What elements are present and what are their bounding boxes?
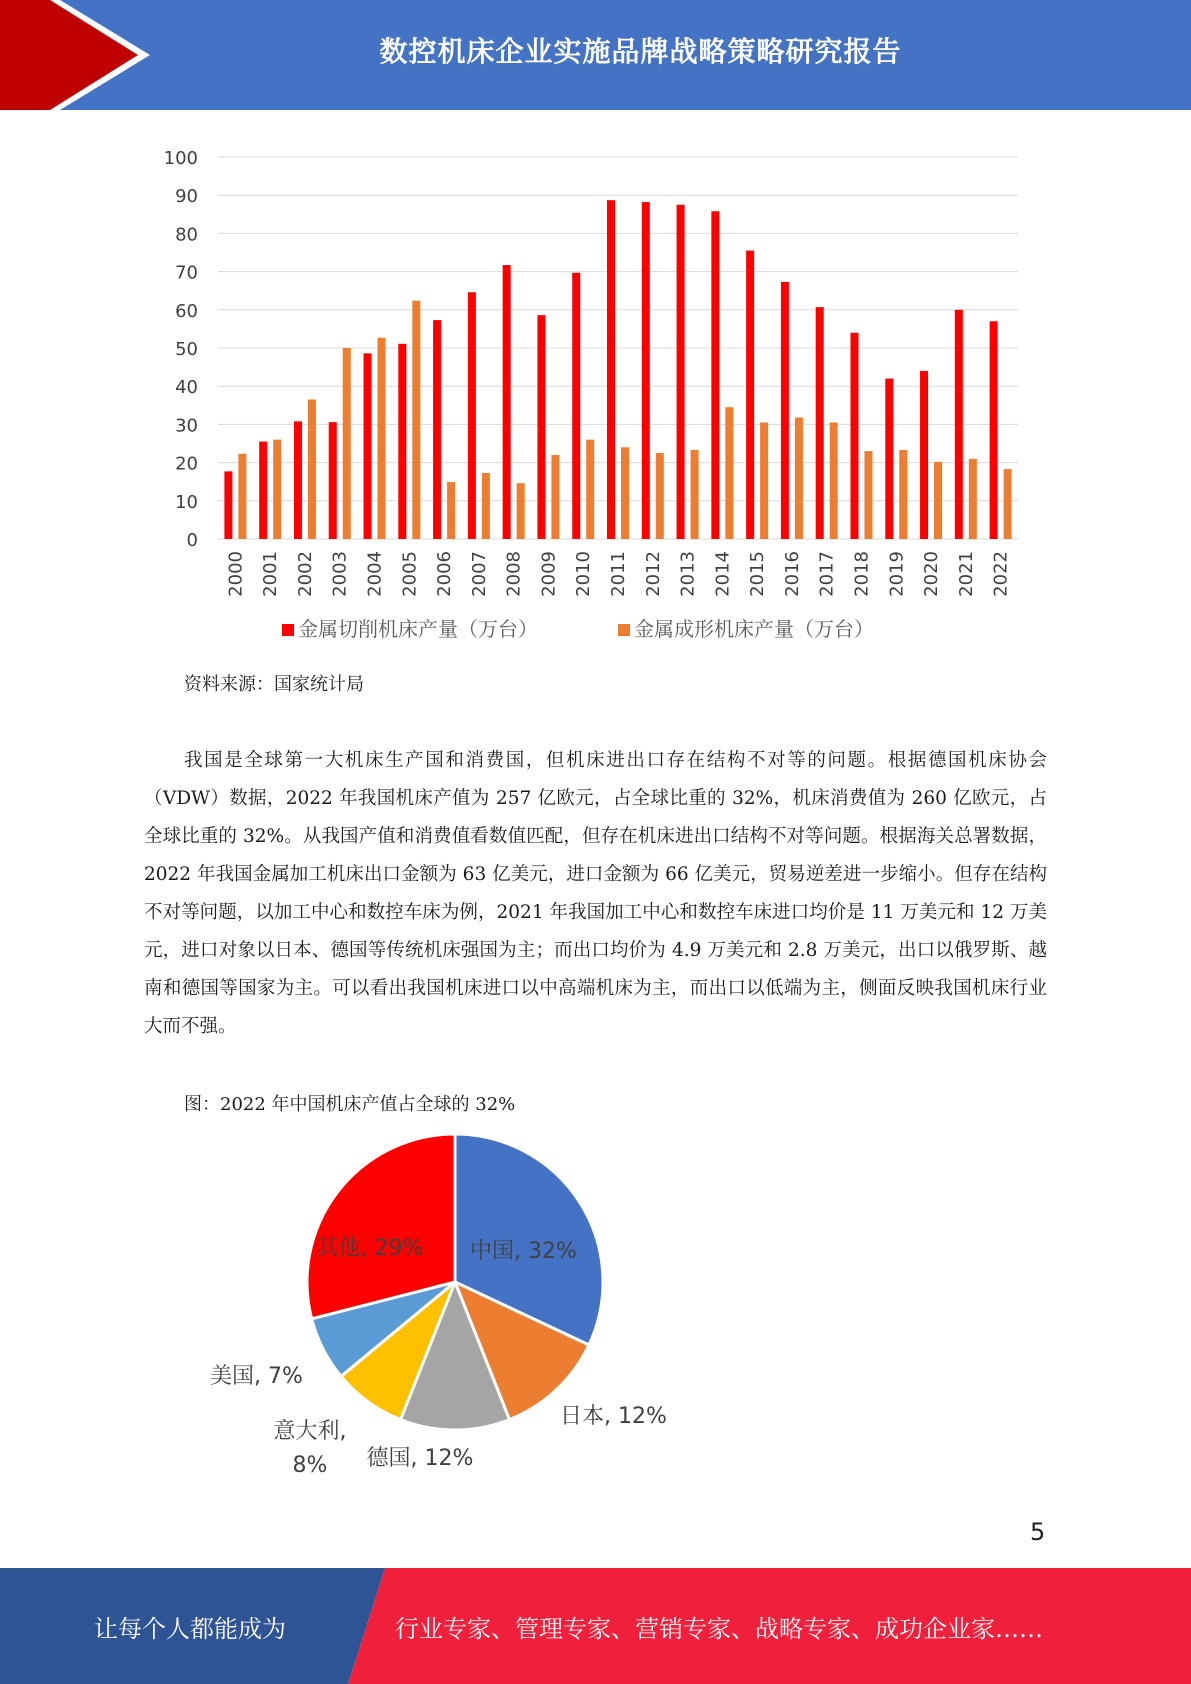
- bar-forming: [656, 453, 664, 539]
- x-tick-label: 2009: [538, 551, 560, 597]
- x-tick-label: 2014: [712, 551, 734, 597]
- bar-cutting: [224, 471, 232, 539]
- bar-forming: [273, 440, 281, 539]
- bar-cutting: [746, 251, 754, 539]
- x-tick-label: 2005: [399, 551, 421, 597]
- pie-slice-label: 其他, 29%: [316, 1236, 424, 1261]
- y-tick-label: 30: [175, 415, 198, 437]
- bar-cutting: [329, 422, 337, 539]
- bar-forming: [586, 440, 594, 539]
- x-tick-label: 2015: [747, 551, 769, 597]
- source-caption: 资料来源：国家统计局: [184, 674, 364, 695]
- bar-cutting: [468, 292, 476, 539]
- page-number: 5: [1030, 1518, 1046, 1546]
- x-tick-label: 2000: [225, 551, 247, 597]
- legend-label: 金属成形机床产量（万台）: [634, 617, 874, 641]
- pie-slice-label: 美国, 7%: [210, 1364, 303, 1389]
- x-tick-label: 2012: [642, 551, 664, 597]
- bar-forming: [760, 422, 768, 539]
- bar-cutting: [572, 273, 580, 539]
- bar-forming: [621, 447, 629, 539]
- bar-forming: [864, 451, 872, 539]
- y-tick-label: 40: [175, 377, 198, 399]
- x-tick-label: 2002: [294, 551, 316, 597]
- bar-forming: [899, 450, 907, 539]
- y-tick-label: 0: [186, 530, 198, 551]
- bar-forming: [308, 400, 316, 539]
- bar-cutting: [537, 315, 545, 539]
- bar-cutting: [433, 320, 441, 539]
- x-tick-label: 2016: [781, 551, 803, 597]
- x-tick-label: 2010: [573, 551, 595, 597]
- x-tick-label: 2008: [503, 551, 525, 597]
- y-tick-label: 50: [175, 339, 198, 360]
- x-tick-label: 2020: [921, 551, 943, 597]
- x-tick-label: 2006: [434, 551, 456, 597]
- bar-cutting: [642, 202, 650, 539]
- y-tick-label: 20: [175, 453, 198, 475]
- pie-slice-label: 意大利, 8%: [273, 1419, 347, 1478]
- bar-forming: [830, 422, 838, 539]
- page-footer: [0, 1568, 1191, 1684]
- y-tick-label: 80: [175, 224, 198, 246]
- y-tick-label: 90: [175, 186, 198, 208]
- x-tick-label: 2001: [260, 551, 282, 597]
- x-tick-label: 2007: [468, 551, 490, 597]
- bar-forming: [725, 407, 733, 539]
- bar-forming: [412, 301, 420, 539]
- bar-forming: [482, 473, 490, 539]
- bar-cutting: [398, 344, 406, 539]
- x-tick-label: 2017: [816, 551, 838, 597]
- bar-cutting: [677, 205, 685, 539]
- y-tick-label: 100: [163, 148, 198, 169]
- bar-cutting: [711, 211, 719, 539]
- pie-caption: 图：2022 年中国机床产值占全球的 32%: [184, 1094, 516, 1115]
- bar-forming: [551, 455, 559, 539]
- x-tick-label: 2021: [955, 551, 977, 597]
- bar-forming: [378, 338, 386, 539]
- footer-slogan: 让每个人都能成为: [94, 1614, 286, 1643]
- bar-cutting: [816, 307, 824, 539]
- x-tick-label: 2011: [608, 551, 629, 597]
- legend-swatch: [618, 624, 630, 636]
- bar-forming: [691, 450, 699, 539]
- bar-cutting: [920, 371, 928, 539]
- y-tick-label: 60: [175, 300, 198, 322]
- bar-cutting: [607, 200, 615, 539]
- bar-cutting: [955, 310, 963, 539]
- bar-forming: [238, 454, 246, 539]
- global-share-pie-chart: [190, 1120, 710, 1500]
- body-paragraph: 我国是全球第一大机床生产国和消费国，但机床进出口存在结构不对等的问题。根据德国机床协会（VDW）数据，2022 年我国机床产值为 257 亿欧元，占全球比重的 32%，机床消费值为 260 亿欧元，占全球比重的 32%。从我国产值和消费值看数值匹配，但存在机床进出口结构不对等问题。根据海关总署数据，2022 年我国金属加工机床出口金额为 63 亿美元，进口金额为 66 亿美元，贸易逆差进一步缩小。但存在结构不对等问题，以加工中心和数控车床为例，2021 年我国加工中心和数控车床进口均价是 11 万美元和 12 万美元，进口对象以日本、德国等传统机床强国为主；而出口均价为 4.9 万美元和 2.8 万美元，出口以俄罗斯、越南和德国等国家为主。可以看出我国机床进口以中高端机床为主，而出口以低端为主，侧面反映我国机床行业大而不强。: [144, 750, 1047, 1037]
- bar-cutting: [781, 282, 789, 539]
- production-bar-chart: [140, 130, 1040, 660]
- bar-forming: [795, 418, 803, 539]
- bar-cutting: [503, 265, 511, 539]
- y-tick-label: 10: [175, 491, 198, 513]
- bar-forming: [447, 482, 455, 539]
- legend-label: 金属切削机床产量（万台）: [298, 617, 538, 641]
- report-title: 数控机床企业实施品牌战略策略研究报告: [379, 35, 902, 68]
- bar-cutting: [990, 321, 998, 539]
- x-tick-label: 2013: [677, 551, 699, 597]
- pie-slice-label: 中国, 32%: [470, 1239, 577, 1264]
- x-tick-label: 2022: [990, 551, 1012, 597]
- page-header: [0, 0, 1191, 110]
- bar-cutting: [294, 421, 302, 539]
- bar-forming: [934, 462, 942, 539]
- legend-swatch: [282, 624, 294, 636]
- x-tick-label: 2019: [886, 551, 908, 597]
- bar-forming: [1004, 469, 1012, 539]
- pie-slice-label: 日本, 12%: [560, 1404, 667, 1429]
- bar-cutting: [259, 442, 267, 539]
- y-tick-label: 70: [175, 262, 198, 284]
- x-tick-label: 2003: [329, 551, 351, 597]
- bar-forming: [343, 348, 351, 539]
- bar-cutting: [850, 333, 858, 539]
- x-tick-label: 2018: [851, 551, 873, 597]
- bar-forming: [517, 483, 525, 539]
- bar-cutting: [885, 379, 893, 539]
- bar-cutting: [364, 353, 372, 539]
- pie-slice-label: 德国, 12%: [366, 1446, 474, 1471]
- footer-roles: 行业专家、管理专家、营销专家、战略专家、成功企业家……: [395, 1614, 1043, 1643]
- x-tick-label: 2004: [364, 551, 386, 597]
- bar-forming: [969, 459, 977, 539]
